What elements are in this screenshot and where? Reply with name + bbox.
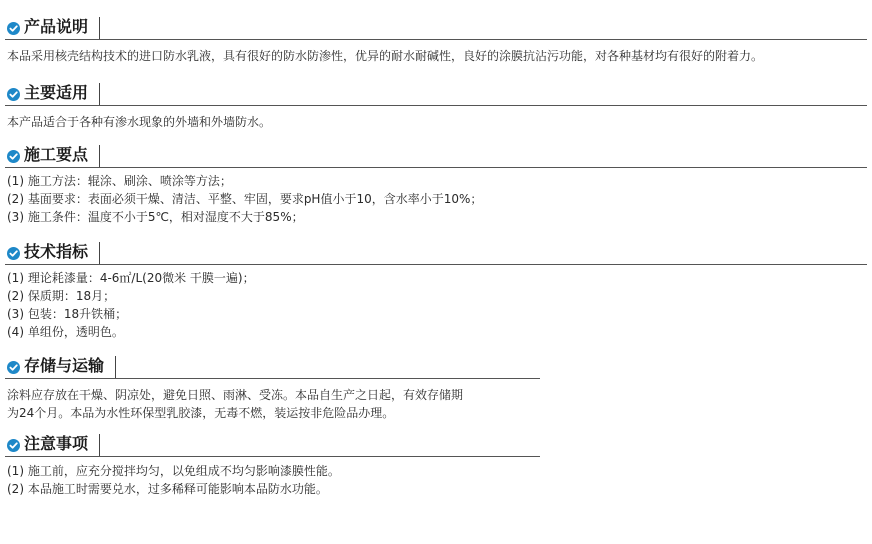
check-badge-icon bbox=[7, 86, 20, 99]
check-badge-icon bbox=[7, 148, 20, 161]
section-rule bbox=[5, 167, 867, 168]
section-rule bbox=[5, 39, 867, 40]
body-line: (2) 保质期：18月； bbox=[7, 289, 116, 303]
body-line: (1) 施工前，应充分搅拌均匀，以免组成不均匀影响漆膜性能。 bbox=[7, 464, 340, 478]
section-main-applications bbox=[0, 80, 872, 140]
section-body bbox=[7, 386, 463, 422]
section-rule bbox=[5, 456, 540, 457]
section-storage-transport bbox=[0, 353, 560, 423]
check-badge-icon bbox=[7, 359, 20, 372]
section-title: 产品说明 bbox=[24, 17, 89, 36]
section-technical-specs bbox=[0, 239, 872, 349]
body-line: 本产品适合于各种有渗水现象的外墙和外墙防水。 bbox=[7, 115, 272, 129]
body-line: (3) 施工条件：温度不小于5℃，相对湿度不大于85%； bbox=[7, 210, 304, 224]
check-badge-icon bbox=[7, 437, 20, 450]
section-construction-points bbox=[0, 142, 872, 232]
section-rule bbox=[5, 264, 867, 265]
body-line: 本品采用核壳结构技术的进口防水乳液，具有很好的防水防渗性，优异的耐水耐碱性，良好的涂膜抗沾污功能，对各种基材均有很好的附着力。 bbox=[7, 49, 764, 63]
title-separator bbox=[99, 145, 100, 167]
section-body bbox=[7, 47, 763, 65]
body-line: (2) 基面要求：表面必须干燥、清洁、平整、牢固，要求pH值小于10，含水率小于10%； bbox=[7, 192, 483, 206]
section-header bbox=[0, 14, 872, 40]
body-line: (2) 本品施工时需要兑水，过多稀释可能影响本品防水功能。 bbox=[7, 482, 328, 496]
title-separator bbox=[99, 434, 100, 456]
section-rule bbox=[5, 105, 867, 106]
title-separator bbox=[99, 242, 100, 264]
section-precautions bbox=[0, 431, 560, 511]
section-title: 技术指标 bbox=[24, 242, 89, 261]
section-body bbox=[7, 269, 255, 341]
body-line: (1) 理论耗漆量：4-6㎡/L(20微米 干膜一遍)； bbox=[7, 271, 255, 285]
section-title: 施工要点 bbox=[24, 145, 89, 164]
section-rule bbox=[5, 378, 540, 379]
check-badge-icon bbox=[7, 245, 20, 258]
section-body bbox=[7, 113, 271, 131]
title-separator bbox=[99, 83, 100, 105]
section-title: 存储与运输 bbox=[24, 356, 105, 375]
check-badge-icon bbox=[7, 20, 20, 33]
body-line: (3) 包装：18升铁桶； bbox=[7, 307, 128, 321]
title-separator bbox=[115, 356, 116, 378]
section-header bbox=[0, 353, 560, 379]
section-header bbox=[0, 80, 872, 106]
section-body bbox=[7, 462, 340, 498]
section-title: 注意事项 bbox=[24, 434, 89, 453]
title-separator bbox=[99, 17, 100, 39]
section-header bbox=[0, 239, 872, 265]
body-line: (4) 单组份，透明色。 bbox=[7, 325, 124, 339]
body-line: 为24个月。本品为水性环保型乳胶漆，无毒不燃，装运按非危险品办理。 bbox=[7, 406, 395, 420]
body-line: (1) 施工方法：辊涂、刷涂、喷涂等方法； bbox=[7, 174, 232, 188]
section-header bbox=[0, 142, 872, 168]
section-body bbox=[7, 172, 482, 226]
section-product-description bbox=[0, 14, 872, 74]
body-line: 涂料应存放在干燥、阴凉处，避免日照、雨淋、受冻。本品自生产之日起，有效存储期 bbox=[7, 388, 464, 402]
section-header bbox=[0, 431, 560, 457]
section-title: 主要适用 bbox=[24, 83, 89, 102]
